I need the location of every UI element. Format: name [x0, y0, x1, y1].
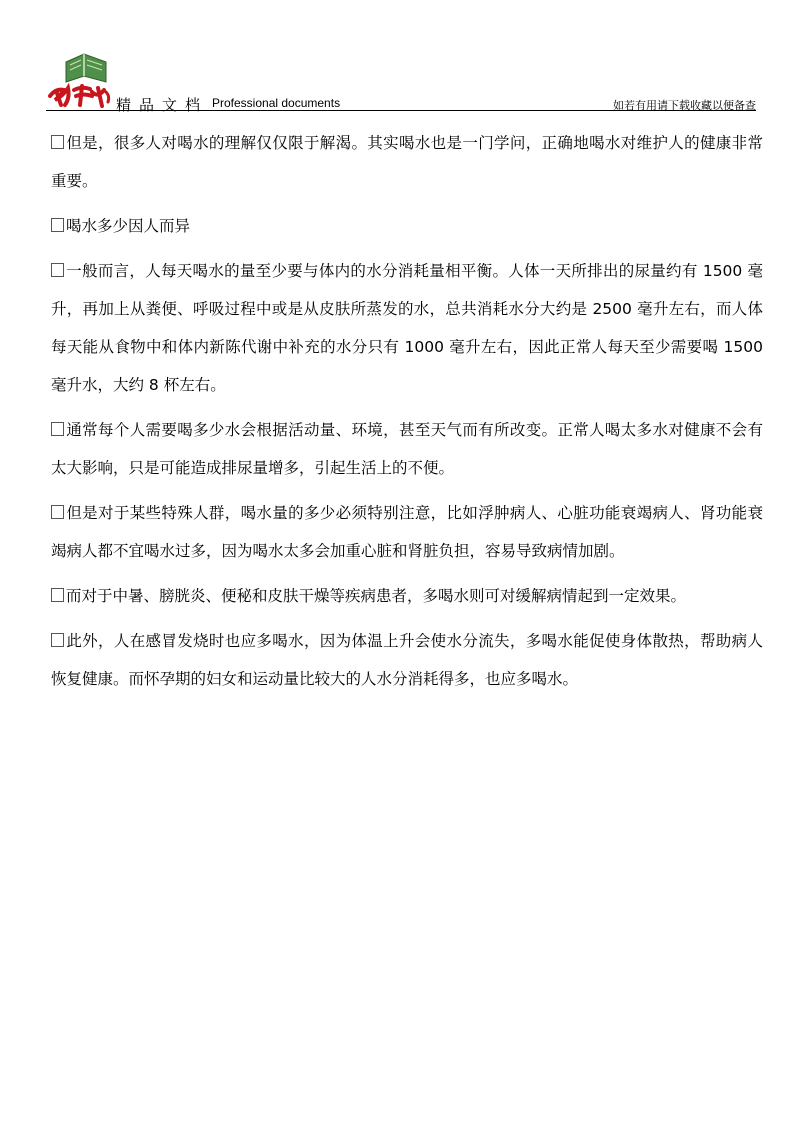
missing-glyph-box: [51, 422, 64, 436]
document-body: [51, 124, 763, 705]
missing-glyph-box: [51, 588, 64, 602]
missing-glyph-box: [51, 633, 64, 647]
section-heading: 喝水多少因人而异: [51, 207, 763, 245]
paragraph-intro: 但是，很多人对喝水的理解仅仅限于解渴。其实喝水也是一门学问，正确地喝水对维护人的健康非常重要。: [51, 134, 763, 190]
paragraph-illness: 而对于中暑、膀胱炎、便秘和皮肤干燥等疾病患者，多喝水则可对缓解病情起到一定效果。: [51, 577, 763, 615]
header-title: 精品文档: [116, 96, 209, 114]
missing-glyph-box: [51, 505, 64, 519]
header-download-note: 如若有用请下载收藏以便备查: [613, 99, 756, 112]
paragraph-fever: 此外，人在感冒发烧时也应多喝水，因为体温上升会使水分流失，多喝水能促使身体散热，帮助病人恢复健康。而怀孕期的妇女和运动量比较大的人水分消耗得多，也应多喝水。: [51, 632, 763, 688]
missing-glyph-box: [51, 263, 64, 277]
page-header: [46, 52, 756, 114]
paragraph-activity: 通常每个人需要喝多少水会根据活动量、环境，甚至天气而有所改变。正常人喝太多水对健康不会有太大影响，只是可能造成排尿量增多，引起生活上的不便。: [51, 421, 763, 477]
missing-glyph-box: [51, 218, 64, 232]
paragraph-special-groups: 但是对于某些特殊人群，喝水量的多少必须特别注意，比如浮肿病人、心脏功能衰竭病人、肾功能衰竭病人都不宜喝水过多，因为喝水太多会加重心脏和肾脏负担，容易导致病情加剧。: [51, 504, 763, 560]
paragraph-daily-intake: 一般而言，人每天喝水的量至少要与体内的水分消耗量相平衡。人体一天所排出的尿量约有 1500 毫升，再加上从粪便、呼吸过程中或是从皮肤所蒸发的水，总共消耗水分大约是 2500 毫升左右，而人体每天能从食物中和体内新陈代谢中补充的水分只有 1000 毫升左右，因此正常人每天至少需要喝 1500 毫升水，大约 8 杯左右。: [51, 262, 763, 394]
knowledge-logo: [46, 52, 112, 108]
missing-glyph-box: [51, 135, 64, 149]
header-subtitle: Professional documents: [212, 96, 341, 110]
header-divider: [46, 110, 756, 111]
